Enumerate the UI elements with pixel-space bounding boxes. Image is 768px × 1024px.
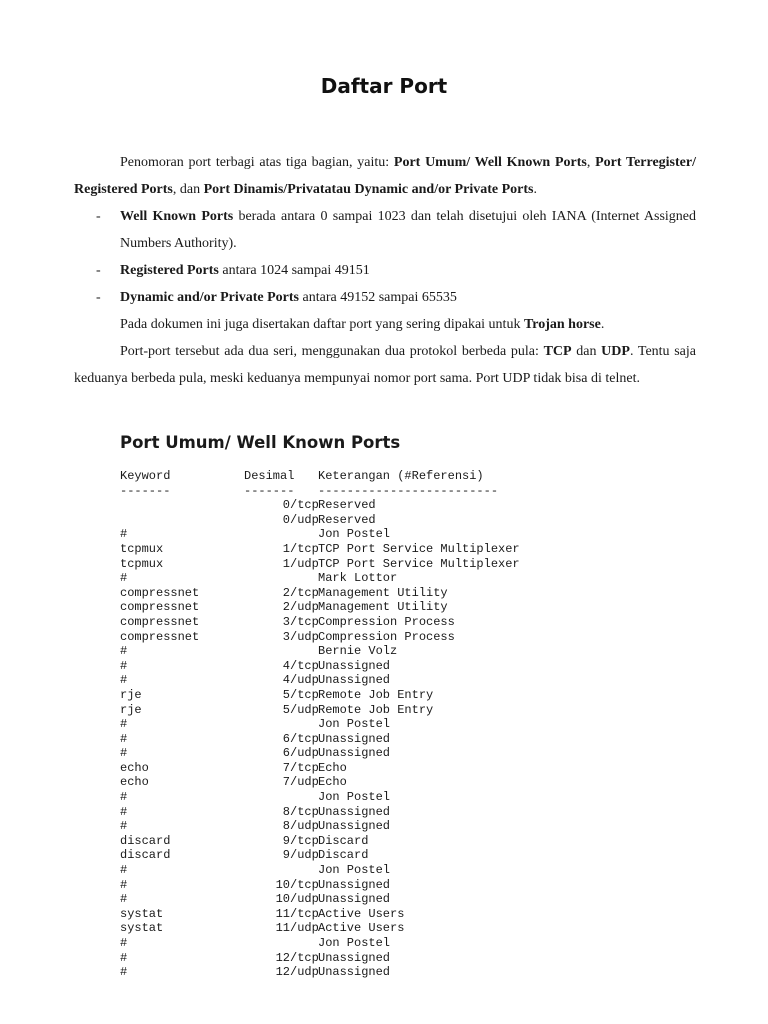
cell-protocol: /tcp <box>290 585 319 600</box>
table-header-row <box>120 469 548 484</box>
table-row <box>120 630 548 645</box>
bullet-dash: - <box>96 263 101 278</box>
cell-protocol: /udp <box>290 746 319 761</box>
cell-desimal <box>232 732 318 747</box>
cell-port-number <box>232 790 290 805</box>
cell-port-number: 11 <box>275 921 290 936</box>
cell-port-number: 3 <box>282 629 290 644</box>
cell-keterangan: Jon Postel <box>318 936 391 950</box>
table-row <box>120 936 548 951</box>
cell-protocol: /udp <box>290 892 319 907</box>
cell-desimal <box>232 746 318 761</box>
cell-keyword: echo <box>120 760 149 775</box>
separator-keyword: ------- <box>120 483 171 498</box>
cell-keyword: # <box>120 804 128 819</box>
cell-protocol: /tcp <box>290 731 319 746</box>
cell-desimal <box>232 527 318 542</box>
bullet-text: antara 49152 sampai 65535 <box>299 290 457 305</box>
cell-protocol: /udp <box>290 512 319 527</box>
cell-port-number: 2 <box>282 600 290 615</box>
trojan-paragraph <box>74 311 696 338</box>
cell-keyword: tcpmux <box>120 541 164 556</box>
cell-protocol: /udp <box>290 965 319 980</box>
bullet-dash: - <box>96 209 101 224</box>
cell-protocol: /udp <box>290 629 319 644</box>
cell-protocol <box>290 527 318 542</box>
protocols-bold-tcp: TCP <box>543 344 572 359</box>
protocols-text-1: Port-port tersebut ada dua seri, menggunakan dua protokol berbeda pula: <box>120 344 544 359</box>
cell-port-number: 6 <box>282 746 290 761</box>
protocols-text-2: dan <box>571 344 602 359</box>
table-row <box>120 513 548 528</box>
cell-port-number: 5 <box>282 687 290 702</box>
table-row <box>120 878 548 893</box>
cell-port-number: 5 <box>282 702 290 717</box>
cell-protocol: /tcp <box>290 877 319 892</box>
table-row <box>120 673 548 688</box>
cell-protocol: /udp <box>290 673 319 688</box>
table-body <box>120 498 548 980</box>
cell-keterangan: Unassigned <box>318 965 391 980</box>
cell-keyword: discard <box>120 833 171 848</box>
cell-protocol: /tcp <box>290 760 319 775</box>
cell-keyword: # <box>120 717 128 732</box>
cell-keyword: systat <box>120 906 164 921</box>
bullet-bold-term: Registered Ports <box>120 263 219 278</box>
header-keterangan: Keterangan (#Referensi) <box>318 469 484 483</box>
cell-port-number <box>232 644 290 659</box>
page-title: Daftar Port <box>320 74 448 98</box>
table-row <box>120 907 548 922</box>
table-row <box>120 717 548 732</box>
trojan-bold: Trojan horse <box>523 317 601 332</box>
intro-bold-well-known: Port Umum/ Well Known Ports <box>393 155 587 170</box>
table-row <box>120 600 548 615</box>
cell-desimal <box>232 790 318 805</box>
cell-port-number: 12 <box>275 950 290 965</box>
cell-keyword: rje <box>120 687 142 702</box>
bullet-text: berada antara 0 sampai 1023 dan telah disetujui oleh IANA (Internet Assigned Numbers Authority). <box>120 209 696 251</box>
intro-text-1: Penomoran port terbagi atas tiga bagian, yaitu: <box>120 155 394 170</box>
cell-desimal <box>232 644 318 659</box>
cell-protocol: /tcp <box>290 541 319 556</box>
bullet-text: antara 1024 sampai 49151 <box>218 263 370 278</box>
cell-port-number: 7 <box>282 775 290 790</box>
table-separator-row <box>120 484 548 499</box>
cell-desimal <box>232 717 318 732</box>
cell-desimal <box>232 907 318 922</box>
cell-protocol: /tcp <box>290 614 319 629</box>
cell-port-number: 1 <box>282 556 290 571</box>
bullet-bold-term: Well Known Ports <box>120 209 234 224</box>
cell-desimal <box>232 936 318 951</box>
cell-protocol: /udp <box>290 775 319 790</box>
cell-keterangan: Jon Postel <box>318 863 391 878</box>
table-row <box>120 863 548 878</box>
table-row <box>120 819 548 834</box>
cell-keyword: # <box>120 892 128 907</box>
cell-keyword: # <box>120 673 128 688</box>
bullet-well-known <box>74 203 696 257</box>
cell-keterangan: Echo <box>318 760 347 775</box>
cell-desimal <box>232 615 318 630</box>
cell-port-number <box>232 936 290 951</box>
cell-keyword: # <box>120 571 128 586</box>
cell-keyword: tcpmux <box>120 556 164 571</box>
cell-keterangan: TCP Port Service Multiplexer <box>318 541 520 556</box>
table-row <box>120 498 548 513</box>
cell-keterangan: Unassigned <box>318 819 391 834</box>
cell-keyword: compressnet <box>120 585 200 600</box>
table-row <box>120 542 548 557</box>
trojan-text: Pada dokumen ini juga disertakan daftar port yang sering dipakai untuk <box>120 317 524 332</box>
table-row <box>120 586 548 601</box>
cell-port-number: 2 <box>282 585 290 600</box>
protocols-bold-udp: UDP <box>601 344 630 359</box>
bullet-dash: - <box>96 290 101 305</box>
trojan-end: . <box>600 317 605 332</box>
cell-keyword: # <box>120 731 128 746</box>
intro-text-3: , dan <box>172 182 204 197</box>
cell-protocol: /udp <box>290 819 319 834</box>
cell-port-number: 9 <box>282 833 290 848</box>
cell-protocol <box>290 644 318 659</box>
cell-protocol: /tcp <box>290 833 319 848</box>
cell-desimal <box>232 921 318 936</box>
cell-desimal <box>232 848 318 863</box>
intro-text-4: . <box>533 182 537 197</box>
cell-keyword <box>120 498 232 513</box>
header-desimal: Desimal <box>244 469 295 483</box>
cell-port-number: 4 <box>282 673 290 688</box>
cell-port-number <box>232 863 290 878</box>
cell-keyword: # <box>120 790 128 805</box>
cell-protocol: /udp <box>290 556 319 571</box>
table-row <box>120 775 548 790</box>
cell-port-number: 8 <box>282 819 290 834</box>
table-row <box>120 688 548 703</box>
cell-port-number: 0 <box>282 512 290 527</box>
cell-keterangan: Jon Postel <box>318 717 391 732</box>
protocols-paragraph <box>74 338 696 392</box>
cell-keterangan: Compression Process <box>318 614 455 629</box>
cell-keterangan: Bernie Volz <box>318 644 398 659</box>
separator-keterangan: ------------------------- <box>318 483 499 498</box>
cell-port-number: 12 <box>275 965 290 980</box>
cell-desimal <box>232 761 318 776</box>
cell-keterangan: Management Utility <box>318 600 448 615</box>
cell-port-number <box>232 571 290 586</box>
bullet-bold-term: Dynamic and/or Private Ports <box>120 290 299 305</box>
cell-keyword: compressnet <box>120 600 200 615</box>
cell-keyword: # <box>120 936 128 950</box>
cell-protocol: /udp <box>290 600 319 615</box>
cell-port-number: 8 <box>282 804 290 819</box>
cell-keyword: # <box>120 965 128 980</box>
cell-keyword: # <box>120 658 128 673</box>
cell-port-number: 4 <box>282 658 290 673</box>
cell-keyword: # <box>120 644 128 659</box>
cell-keterangan: Unassigned <box>318 950 391 965</box>
cell-desimal <box>232 513 318 528</box>
cell-port-number: 6 <box>282 731 290 746</box>
cell-keterangan: Unassigned <box>318 658 391 673</box>
cell-desimal <box>232 673 318 688</box>
cell-keyword: # <box>120 819 128 834</box>
cell-port-number <box>232 717 290 732</box>
cell-port-number: 9 <box>282 848 290 863</box>
bullet-registered <box>74 257 696 284</box>
intro-paragraph <box>74 149 696 203</box>
table-row <box>120 805 548 820</box>
table-row <box>120 571 548 586</box>
table-row <box>120 761 548 776</box>
cell-keyword: rje <box>120 702 142 717</box>
cell-desimal <box>232 892 318 907</box>
cell-protocol: /tcp <box>290 804 319 819</box>
table-row <box>120 848 548 863</box>
cell-keyword: compressnet <box>120 614 200 629</box>
cell-desimal <box>232 878 318 893</box>
cell-port-number: 1 <box>282 541 290 556</box>
cell-protocol: /udp <box>290 848 319 863</box>
bullet-dynamic <box>74 284 696 311</box>
table-row <box>120 965 548 980</box>
cell-desimal <box>232 819 318 834</box>
section-heading: Port Umum/ Well Known Ports <box>120 433 401 452</box>
cell-keterangan: Discard <box>318 848 369 863</box>
cell-keterangan: Unassigned <box>318 877 391 892</box>
cell-protocol: /udp <box>290 702 319 717</box>
cell-keterangan: Jon Postel <box>318 790 391 805</box>
cell-keterangan: Compression Process <box>318 629 455 644</box>
cell-desimal <box>232 805 318 820</box>
body-text <box>74 149 696 392</box>
table-row <box>120 644 548 659</box>
table-row <box>120 746 548 761</box>
cell-desimal <box>232 498 318 513</box>
cell-keyword: # <box>120 950 128 965</box>
cell-port-number: 3 <box>282 614 290 629</box>
cell-desimal <box>232 863 318 878</box>
table-row <box>120 892 548 907</box>
cell-port-number <box>232 527 290 542</box>
cell-keyword: # <box>120 527 128 542</box>
cell-keyword: systat <box>120 921 164 936</box>
cell-protocol <box>290 790 318 805</box>
cell-protocol <box>290 936 318 951</box>
intro-bold-dynamic: Port Dinamis/Privatatau Dynamic and/or Private Ports <box>203 182 534 197</box>
table-row <box>120 557 548 572</box>
cell-desimal <box>232 703 318 718</box>
cell-keterangan: Unassigned <box>318 746 391 761</box>
cell-desimal <box>232 834 318 849</box>
cell-keyword <box>120 513 232 528</box>
protocols-text-3: . Tentu saja keduanya berbeda pula, meski keduanya mempunyai nomor port sama. Port UDP tidak bisa di telnet. <box>74 344 696 386</box>
cell-protocol: /tcp <box>290 658 319 673</box>
cell-desimal <box>232 542 318 557</box>
cell-keterangan: Unassigned <box>318 731 391 746</box>
cell-port-number: 0 <box>282 498 290 513</box>
cell-keyword: # <box>120 746 128 761</box>
cell-keyword: compressnet <box>120 629 200 644</box>
cell-keterangan: Remote Job Entry <box>318 702 434 717</box>
cell-keyword: # <box>120 877 128 892</box>
cell-keterangan: Active Users <box>318 921 405 936</box>
table-row <box>120 703 548 718</box>
cell-keterangan: Echo <box>318 775 347 790</box>
cell-port-number: 11 <box>275 906 290 921</box>
table-row <box>120 732 548 747</box>
cell-protocol: /tcp <box>290 906 319 921</box>
intro-text-2: , <box>586 155 596 170</box>
cell-protocol: /tcp <box>290 498 319 513</box>
cell-desimal <box>232 951 318 966</box>
cell-keterangan: TCP Port Service Multiplexer <box>318 556 520 571</box>
cell-protocol <box>290 863 318 878</box>
cell-protocol <box>290 717 318 732</box>
cell-keterangan: Unassigned <box>318 892 391 907</box>
header-keyword: Keyword <box>120 469 171 483</box>
cell-keterangan: Remote Job Entry <box>318 687 434 702</box>
separator-desimal: ------- <box>244 483 295 498</box>
table-row <box>120 790 548 805</box>
cell-desimal <box>232 630 318 645</box>
cell-keterangan: Unassigned <box>318 804 391 819</box>
cell-keyword: discard <box>120 848 171 863</box>
cell-protocol: /tcp <box>290 687 319 702</box>
cell-protocol <box>290 571 318 586</box>
cell-keyword: echo <box>120 775 149 790</box>
cell-keterangan: Management Utility <box>318 585 448 600</box>
cell-desimal <box>232 586 318 601</box>
cell-keterangan: Active Users <box>318 906 405 921</box>
table-row <box>120 834 548 849</box>
cell-port-number: 10 <box>275 877 290 892</box>
table-row <box>120 921 548 936</box>
cell-protocol: /udp <box>290 921 319 936</box>
table-row <box>120 527 548 542</box>
cell-desimal <box>232 775 318 790</box>
cell-desimal <box>232 557 318 572</box>
cell-keterangan: Reserved <box>318 512 376 527</box>
cell-protocol: /tcp <box>290 950 319 965</box>
table-row <box>120 659 548 674</box>
table-row <box>120 615 548 630</box>
cell-keyword: # <box>120 863 128 878</box>
cell-port-number: 10 <box>275 892 290 907</box>
intro-bold-registered: Port Terregister/ Registered Ports <box>74 155 696 197</box>
cell-keterangan: Unassigned <box>318 673 391 688</box>
cell-desimal <box>232 659 318 674</box>
cell-port-number: 7 <box>282 760 290 775</box>
cell-keterangan: Discard <box>318 833 369 848</box>
cell-desimal <box>232 571 318 586</box>
cell-desimal <box>232 600 318 615</box>
cell-desimal <box>232 688 318 703</box>
port-table <box>120 469 548 980</box>
table-row <box>120 951 548 966</box>
cell-keterangan: Reserved <box>318 498 376 513</box>
cell-keterangan: Mark Lottor <box>318 571 398 586</box>
cell-keterangan: Jon Postel <box>318 527 391 542</box>
cell-desimal <box>232 965 318 980</box>
